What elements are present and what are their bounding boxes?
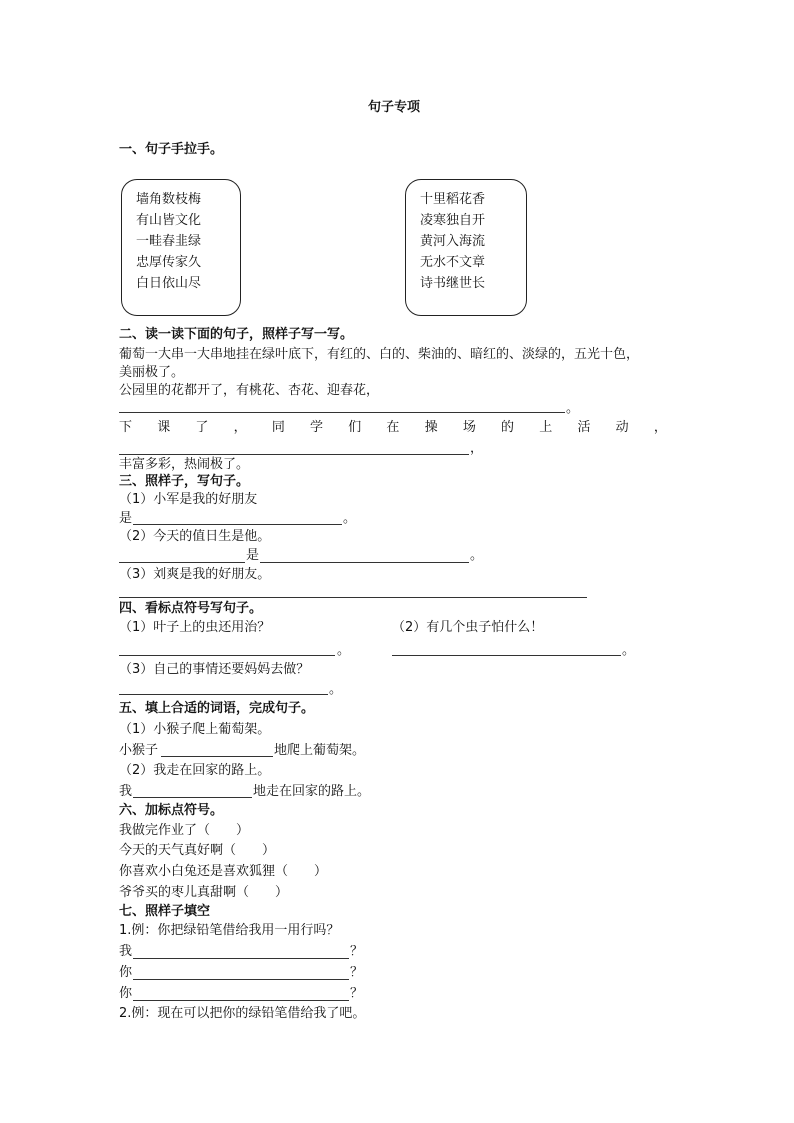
- answer-blank[interactable]: [161, 756, 273, 757]
- answer-blank[interactable]: [392, 655, 621, 656]
- answer-blank[interactable]: [133, 1000, 349, 1001]
- char: 动: [615, 420, 629, 435]
- page-title: 句子专项: [368, 100, 421, 115]
- char: 下: [119, 420, 133, 435]
- question-5-1-text: （1）小猴子爬上葡萄架。: [119, 722, 271, 737]
- char: 课: [157, 420, 171, 435]
- left-phrase[interactable]: 忠厚传家久: [136, 255, 202, 270]
- char: 上: [539, 420, 553, 435]
- answer-blank[interactable]: [119, 655, 335, 656]
- left-phrase-box: [121, 179, 241, 316]
- punctuation-item[interactable]: 你喜欢小白兔还是喜欢狐狸（ ）: [119, 864, 328, 879]
- char: 在: [386, 420, 400, 435]
- answer-blank[interactable]: [133, 979, 349, 980]
- section-7-heading: 七、照样子填空: [119, 904, 211, 919]
- question-3-1-text: （1）小军是我的好朋友: [119, 492, 258, 507]
- section-3-heading: 三、照样子，写句子。: [119, 474, 250, 489]
- section-1-heading: 一、句子手拉手。: [119, 142, 224, 157]
- right-phrase[interactable]: 无水不文章: [420, 255, 486, 270]
- shi-label: 是: [246, 548, 260, 563]
- example-2-text: 2.例：现在可以把你的绿铅笔借给我了吧。: [119, 1006, 366, 1021]
- section-6-heading: 六、加标点符号。: [119, 803, 224, 818]
- answer-blank[interactable]: [119, 597, 587, 598]
- right-phrase-box: [405, 179, 527, 316]
- example-1-text: 1.例：你把绿铅笔借给我用一用行吗？: [119, 923, 340, 938]
- period: 。: [622, 643, 636, 658]
- punctuation-item[interactable]: 我做完作业了（ ）: [119, 823, 250, 838]
- period: 。: [566, 401, 580, 416]
- question-mark: ？: [350, 986, 364, 1001]
- question-4-3-text: （3）自己的事情还要妈妈去做？: [119, 662, 310, 677]
- question-2-3-text: 丰富多彩，热闹极了。: [119, 457, 250, 472]
- left-phrase[interactable]: 一畦春韭绿: [136, 234, 202, 249]
- char: 场: [462, 420, 476, 435]
- char: 们: [348, 420, 362, 435]
- question-mark: ？: [350, 965, 364, 980]
- left-phrase[interactable]: 有山皆文化: [136, 213, 202, 228]
- char: 操: [424, 420, 438, 435]
- answer-blank[interactable]: [133, 797, 252, 798]
- right-phrase[interactable]: 黄河入海流: [420, 234, 486, 249]
- answer-suffix: 地爬上葡萄架。: [274, 743, 366, 758]
- char: 同: [271, 420, 285, 435]
- answer-blank[interactable]: [133, 958, 349, 959]
- char: 了: [195, 420, 209, 435]
- question-3-2-text: （2）今天的值日生是他。: [119, 529, 271, 544]
- answer-blank[interactable]: [119, 562, 245, 563]
- answer-prefix: 我: [119, 944, 133, 959]
- answer-prefix: 小猴子: [119, 743, 159, 758]
- section-4-heading: 四、看标点符号写句子。: [119, 601, 263, 616]
- right-phrase[interactable]: 十里稻花香: [420, 192, 486, 207]
- left-phrase[interactable]: 白日依山尽: [136, 276, 202, 291]
- answer-blank[interactable]: [119, 412, 565, 413]
- period: 。: [329, 682, 343, 697]
- comma: ，: [470, 441, 484, 456]
- answer-blank[interactable]: [119, 694, 328, 695]
- period: 。: [337, 643, 351, 658]
- char: 活: [577, 420, 591, 435]
- question-mark: ？: [350, 944, 364, 959]
- answer-prefix: 你: [119, 986, 133, 1001]
- left-phrase[interactable]: 墙角数枝梅: [136, 192, 202, 207]
- shi-label: 是: [119, 511, 133, 526]
- right-phrase[interactable]: 诗书继世长: [420, 276, 486, 291]
- char: ，: [233, 420, 247, 435]
- period: 。: [470, 548, 484, 563]
- punctuation-item[interactable]: 爷爷买的枣儿真甜啊（ ）: [119, 885, 289, 900]
- question-2-2-text: [119, 419, 667, 437]
- example-sentence-line-1: 葡萄一大串一大串地挂在绿叶底下，有红的、白的、柴油的、暗红的、淡绿的，五光十色，: [119, 347, 640, 362]
- answer-suffix: 地走在回家的路上。: [253, 784, 371, 799]
- question-5-2-text: （2）我走在回家的路上。: [119, 763, 271, 778]
- question-3-3-text: （3）刘爽是我的好朋友。: [119, 567, 271, 582]
- right-phrase[interactable]: 凌寒独自开: [420, 213, 486, 228]
- question-2-1-text: 公园里的花都开了，有桃花、杏花、迎春花，: [119, 383, 380, 398]
- char: ，: [653, 420, 667, 435]
- answer-blank[interactable]: [119, 454, 469, 455]
- section-2-heading: 二、读一读下面的句子，照样子写一写。: [119, 327, 354, 342]
- answer-prefix: 我: [119, 784, 133, 799]
- char: 学: [310, 420, 324, 435]
- section-5-heading: 五、填上合适的词语，完成句子。: [119, 701, 315, 716]
- question-4-1-text: （1）叶子上的虫还用治？: [119, 620, 271, 635]
- question-4-2-text: （2）有几个虫子怕什么！: [392, 620, 544, 635]
- answer-prefix: 你: [119, 965, 133, 980]
- answer-blank[interactable]: [260, 562, 469, 563]
- example-sentence-line-2: 美丽极了。: [119, 365, 185, 380]
- answer-blank[interactable]: [133, 524, 342, 525]
- period: 。: [343, 511, 357, 526]
- punctuation-item[interactable]: 今天的天气真好啊（ ）: [119, 843, 276, 858]
- char: 的: [501, 420, 515, 435]
